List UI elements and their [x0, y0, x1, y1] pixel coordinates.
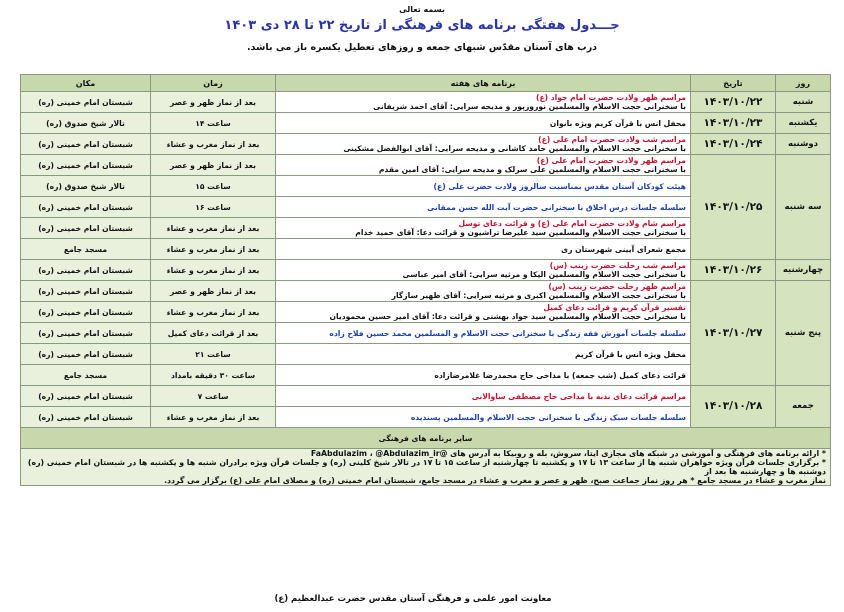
day-cell: شنبه	[776, 92, 831, 113]
day-cell: چهارشنبه	[776, 260, 831, 281]
program-line: با سخنرانی حجت الاسلام والمسلمین اکبری و مرثیه سرایی: آقای ظهیر سازگار	[391, 291, 686, 300]
schedule-row	[21, 155, 831, 176]
date-cell: ۱۴۰۳/۱۰/۲۲	[691, 92, 776, 113]
program-line: با سخنرانی حجت الاسلام والمسلمین سید جواد بهشتی و قرائت دعا: آقای امیر حسین محمودیان	[329, 312, 686, 321]
time-cell: بعد از نماز مغرب و عشاء	[151, 134, 276, 155]
program-line: مراسم شام ولادت حضرت امام علی (ع) و قرائت دعای توسل	[458, 219, 686, 228]
program-line: قرائت دعای کمیل (شب جمعه) با مداحی حاج محمدرضا غلامرضازاده	[434, 370, 686, 380]
time-cell: ساعت ۷	[151, 386, 276, 407]
page-title: جـــدول هفتگی برنامه های فرهنگی از تاریخ ۲۲ تا ۲۸ دی ۱۴۰۳	[224, 18, 620, 33]
program-line: با سخنرانی حجت الاسلام والمسلمین سید علیرضا تراشیون و قرائت دعا: آقای حمید خدام	[355, 228, 686, 237]
time-cell: بعد از نماز مغرب و عشاء	[151, 407, 276, 428]
program-cell	[276, 260, 691, 281]
time-cell: بعد از نماز ظهر و عصر	[151, 281, 276, 302]
program-cell	[276, 302, 691, 323]
program-line: مراسم شب ولادت حضرت امام علی (ع)	[538, 135, 686, 144]
program-cell	[276, 365, 691, 386]
place-cell: شبستان امام خمینی (ره)	[21, 344, 151, 365]
program-cell	[276, 113, 691, 134]
time-cell: بعد از نماز ظهر و عصر	[151, 92, 276, 113]
program-cell	[276, 92, 691, 113]
program-cell	[276, 176, 691, 197]
schedule-row	[21, 386, 831, 407]
schedule-row	[21, 134, 831, 155]
time-cell: ساعت ۲۱	[151, 344, 276, 365]
time-cell: ساعت ۱۵	[151, 176, 276, 197]
schedule-row	[21, 260, 831, 281]
place-cell: تالار شیخ صدوق (ره)	[21, 113, 151, 134]
time-cell: بعد از نماز مغرب و عشاء	[151, 302, 276, 323]
place-cell: شبستان امام خمینی (ره)	[21, 92, 151, 113]
program-line: مراسم قرائت دعای ندبه با مداحی حاج مصطفی ساوالانی	[471, 391, 686, 401]
schedule-row	[21, 92, 831, 113]
program-line: با سخنرانی حجت الاسلام والمسلمین حامد کاشانی و مدیحه سرایی: آقای ابوالفضل مشکینی	[343, 144, 686, 153]
program-cell	[276, 134, 691, 155]
program-cell	[276, 281, 691, 302]
time-cell: ساعت ۱۶	[151, 197, 276, 218]
place-cell: شبستان امام خمینی (ره)	[21, 302, 151, 323]
col-day: روز	[776, 75, 831, 92]
header-row	[21, 75, 831, 92]
program-line: مراسم ظهر رحلت حضرت زینب (س)	[548, 282, 686, 291]
program-line: با سخنرانی حجت الاسلام والمسلمین الیکا و مرثیه سرایی: آقای امیر عباسی	[402, 270, 686, 279]
program-line: سلسله جلسات سبک زندگی با سخنرانی حجت الاسلام والمسلمین پسندیده	[410, 412, 686, 422]
date-cell: ۱۴۰۳/۱۰/۲۳	[691, 113, 776, 134]
place-cell: شبستان امام خمینی (ره)	[21, 197, 151, 218]
program-line: مجمع شعرای آیینی شهرستان ری	[561, 244, 686, 254]
program-line: مراسم ظهر ولادت حضرت امام جواد (ع)	[536, 93, 686, 102]
time-cell: ساعت ۱۴	[151, 113, 276, 134]
schedule-table	[20, 74, 831, 486]
col-place: مکان	[21, 75, 151, 92]
program-cell	[276, 386, 691, 407]
program-cell	[276, 344, 691, 365]
place-cell: شبستان امام خمینی (ره)	[21, 323, 151, 344]
day-cell: جمعه	[776, 386, 831, 428]
place-cell: مسجد جامع	[21, 239, 151, 260]
other-header-row	[21, 428, 831, 449]
note-line: * برگزاری جلسات قرآن ویژه خواهران شنبه ها از ساعت ۱۳ تا ۱۷ و یکشنبه تا چهارشنبه از ساعت ۱۵ تا ۱۷ در تالار شیخ کلینی (ره) و جلسات قرآن ویژه برادران شنبه ها و یکشنبه ها در شبستان امام خمینی (ره) دوشنبه ها و چهارشنبه ها بعد از	[27, 458, 826, 476]
date-cell: ۱۴۰۳/۱۰/۲۸	[691, 386, 776, 428]
program-cell	[276, 197, 691, 218]
program-cell	[276, 407, 691, 428]
program-cell	[276, 239, 691, 260]
date-cell: ۱۴۰۳/۱۰/۲۶	[691, 260, 776, 281]
schedule-row	[21, 281, 831, 302]
place-cell: شبستان امام خمینی (ره)	[21, 386, 151, 407]
program-line: مراسم ظهر ولادت حضرت امام علی (ع)	[536, 156, 686, 165]
place-cell: شبستان امام خمینی (ره)	[21, 155, 151, 176]
program-line: سلسله جلسات درس اخلاق با سخنرانی حضرت آیت الله حسن ممقانی	[427, 202, 686, 212]
program-line: محفل ویژه انس با قرآن کریم	[574, 349, 686, 359]
col-program: برنامه های هفته	[276, 75, 691, 92]
day-cell: پنج شنبه	[776, 281, 831, 386]
bismillah: بسمه تعالی	[399, 5, 445, 14]
time-cell: بعد از نماز مغرب و عشاء	[151, 239, 276, 260]
notes-cell	[21, 449, 831, 486]
place-cell: شبستان امام خمینی (ره)	[21, 134, 151, 155]
time-cell: بعد از نماز مغرب و عشاء	[151, 218, 276, 239]
note-line: نماز مغرب و عشاء در مسجد جامع * هر روز نماز جماعت صبح، ظهر و عصر و مغرب و عشاء در مسجد جامع، شبستان امام خمینی (ره) و مصلای امام علی (ع) برگزار می گردد.	[164, 476, 826, 485]
time-cell: بعد از نماز ظهر و عصر	[151, 155, 276, 176]
signature: معاونت امور علمی و فرهنگی آستان مقدس حضرت عبدالعظیم (ع)	[274, 594, 552, 604]
day-cell: یکشنبه	[776, 113, 831, 134]
program-line: مراسم شب رحلت حضرت زینب (س)	[549, 261, 686, 270]
place-cell: مسجد جامع	[21, 365, 151, 386]
notes-row	[21, 449, 831, 486]
place-cell: شبستان امام خمینی (ره)	[21, 260, 151, 281]
time-cell: بعد از قرائت دعای کمیل	[151, 323, 276, 344]
date-cell: ۱۴۰۳/۱۰/۲۵	[691, 155, 776, 260]
schedule-body	[21, 92, 831, 428]
day-cell: دوشنبه	[776, 134, 831, 155]
program-line: تفسیر قرآن کریم و قرائت دعای کمیل	[543, 303, 686, 312]
program-line: با سخنرانی حجت الاسلام والمسلمین علی سرلک و مدیحه سرایی: آقای امین مقدم	[378, 165, 686, 174]
program-cell	[276, 155, 691, 176]
page-subtitle: درب های آستان مقدّس شبهای جمعه و روزهای تعطیل یکسره باز می باشد.	[246, 42, 598, 53]
program-cell	[276, 323, 691, 344]
note-line: * ارائه برنامه های فرهنگی و آموزشی در شبکه های مجازی ایتا، سروش، بله و روبیکا به آدرس های @FaAbdulazim ، @Abdulazim_ir	[310, 449, 826, 458]
date-cell: ۱۴۰۳/۱۰/۲۴	[691, 134, 776, 155]
day-cell: سه شنبه	[776, 155, 831, 260]
time-cell: بعد از نماز مغرب و عشاء	[151, 260, 276, 281]
time-cell: ساعت ۳۰ دقیقه بامداد	[151, 365, 276, 386]
program-cell	[276, 218, 691, 239]
date-cell: ۱۴۰۳/۱۰/۲۷	[691, 281, 776, 386]
place-cell: شبستان امام خمینی (ره)	[21, 407, 151, 428]
place-cell: شبستان امام خمینی (ره)	[21, 218, 151, 239]
program-line: هیئت کودکان آستان مقدس بمناسبت سالروز ولادت حضرت علی (ع)	[433, 181, 686, 191]
program-line: با سخنرانی حجت الاسلام والمسلمین نوروزپور و مدیحه سرایی: آقای احمد شریفانی	[373, 102, 686, 111]
other-programs-title: سایر برنامه های فرهنگی	[21, 428, 831, 449]
col-time: زمان	[151, 75, 276, 92]
schedule-row	[21, 113, 831, 134]
program-line: سلسله جلسات آموزش فقه زندگی با سخنرانی حجت الاسلام و المسلمین محمد حسین فلاح زاده	[329, 328, 686, 338]
place-cell: تالار شیخ صدوق (ره)	[21, 176, 151, 197]
program-line: محفل انس با قرآن کریم ویژه بانوان	[549, 118, 686, 128]
place-cell: شبستان امام خمینی (ره)	[21, 281, 151, 302]
col-date: تاریخ	[691, 75, 776, 92]
